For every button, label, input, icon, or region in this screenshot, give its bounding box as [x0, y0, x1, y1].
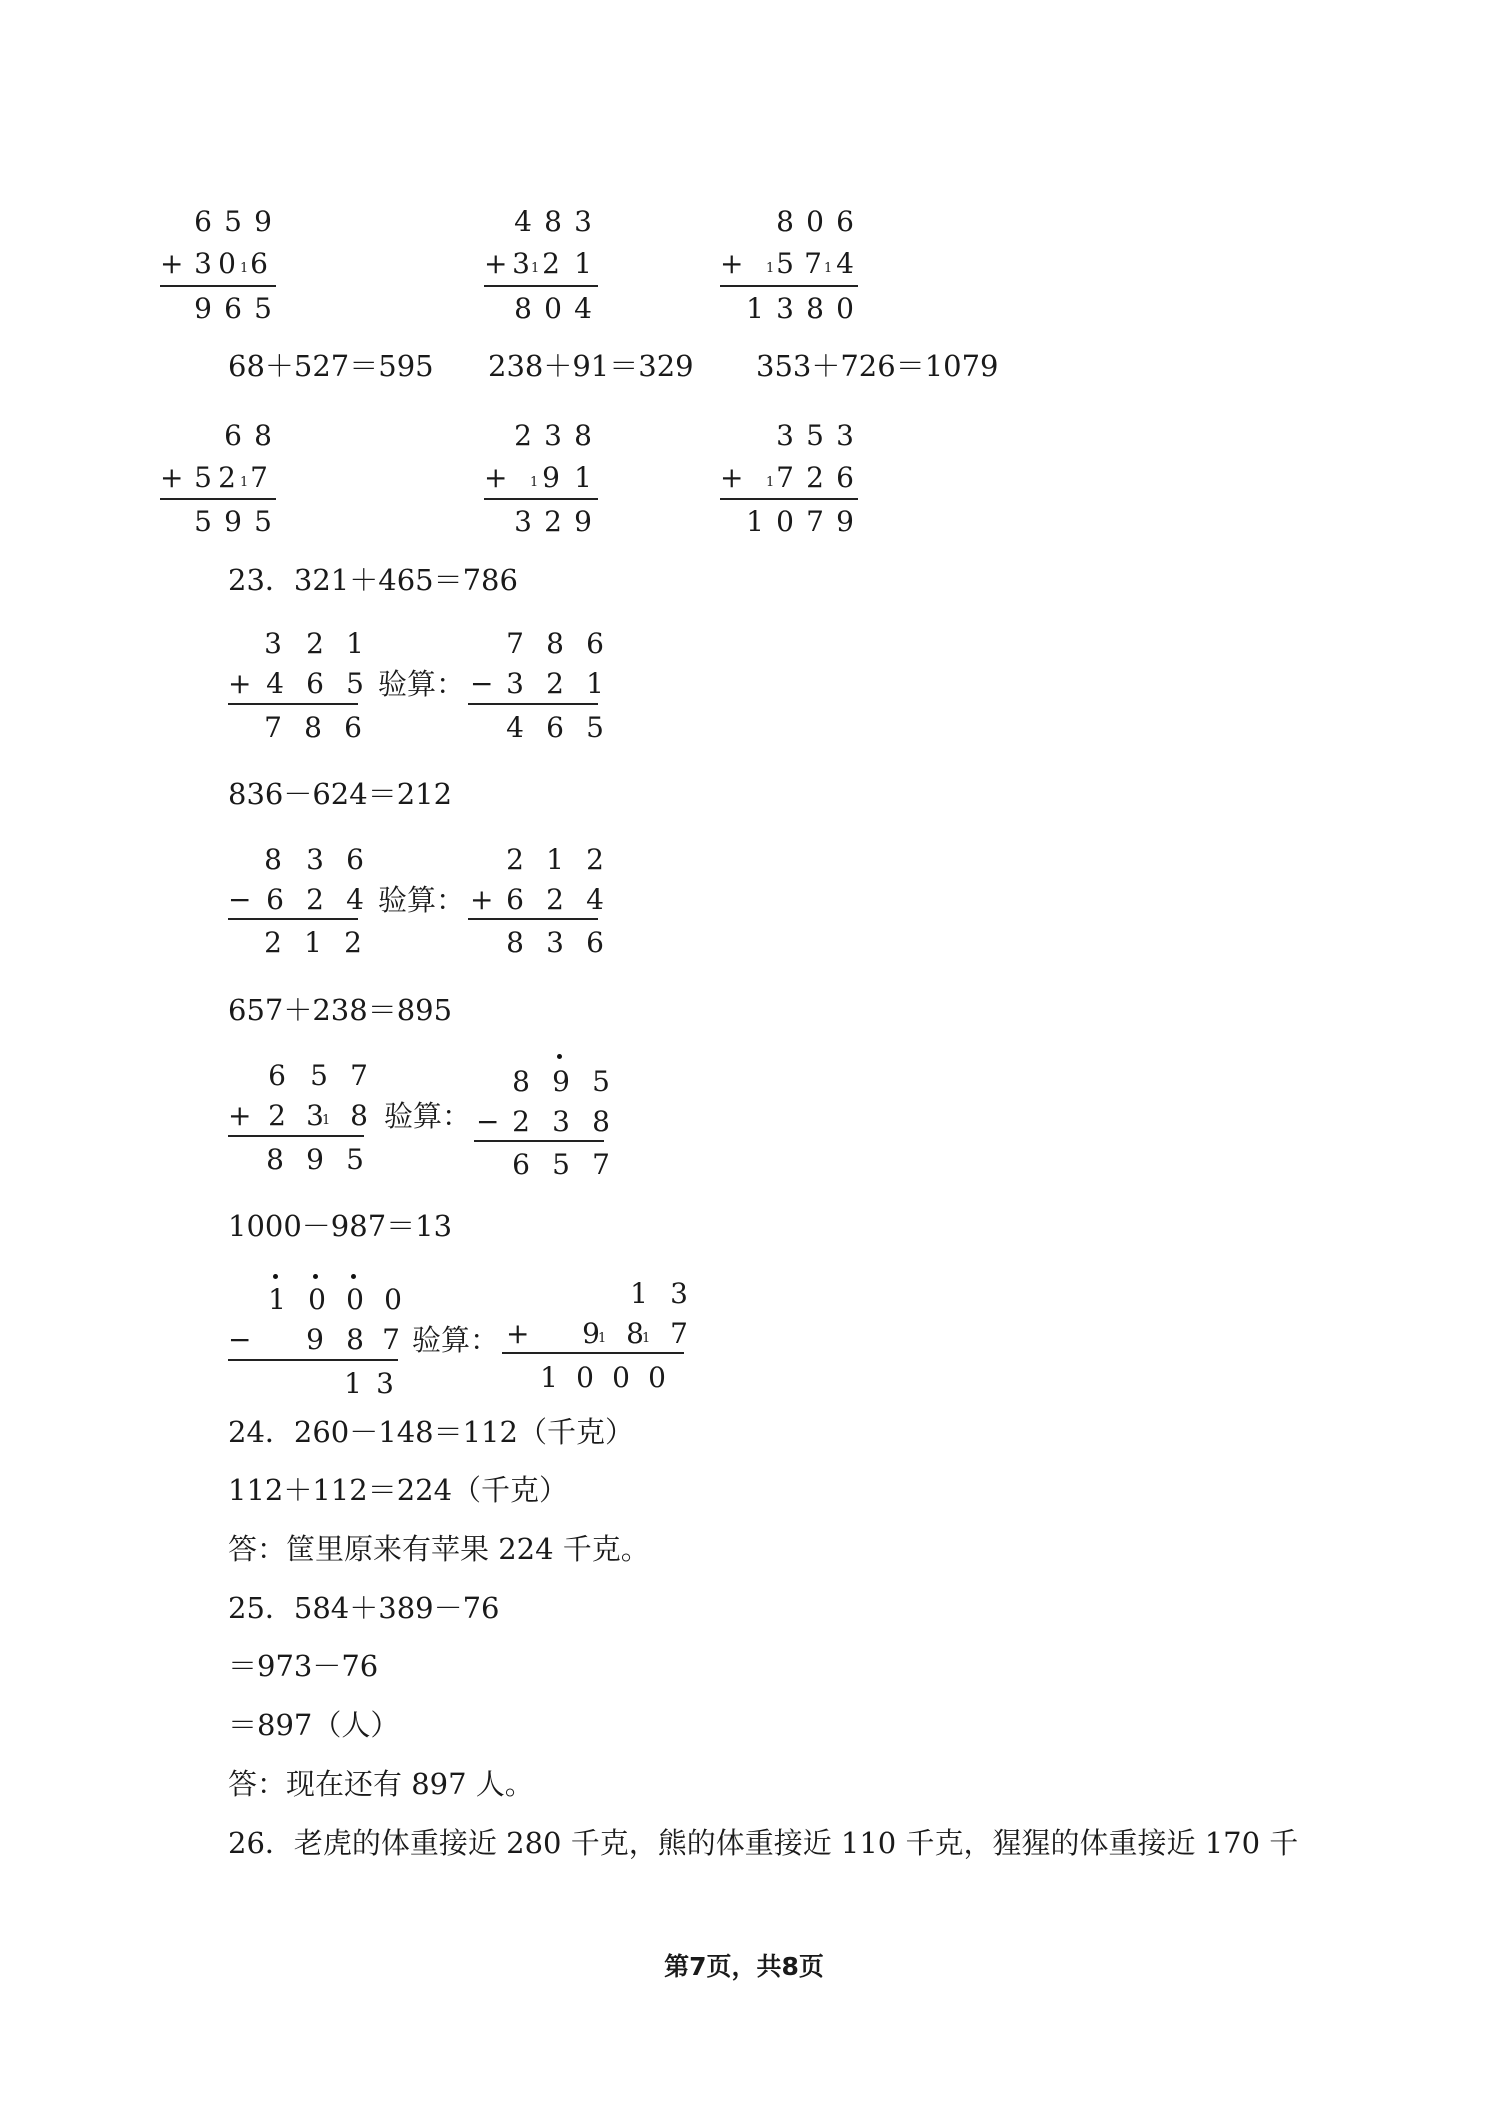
- digit: 3: [376, 1367, 394, 1400]
- plus-sign: +: [484, 247, 508, 280]
- q23-c-title: 657＋238＝895: [228, 993, 453, 1027]
- carry-mark: 1: [240, 475, 249, 490]
- q24-answer: 答：筐里原来有苹果 224 千克。: [228, 1532, 650, 1566]
- digit: 6: [224, 419, 242, 452]
- digit: 7: [806, 505, 824, 538]
- digit: 6: [266, 883, 284, 916]
- digit: 4: [506, 711, 524, 744]
- digit: 7: [382, 1323, 400, 1356]
- digit: 0: [776, 505, 794, 538]
- digit: 2: [544, 505, 562, 538]
- digit: 6: [306, 667, 324, 700]
- digit: 0: [218, 247, 236, 280]
- digit: 1: [346, 627, 364, 660]
- digit: 6: [506, 883, 524, 916]
- check-label: 验算：: [412, 1323, 500, 1357]
- digit: 7: [350, 1059, 368, 1092]
- sum-line: [484, 498, 598, 500]
- digit: 9: [224, 505, 242, 538]
- digit: 0: [648, 1361, 666, 1394]
- digit: 8: [266, 1143, 284, 1176]
- digit: 3: [574, 205, 592, 238]
- digit: 3: [264, 627, 282, 660]
- digit: 3: [306, 843, 324, 876]
- digit: 3: [546, 926, 564, 959]
- digit: 5: [224, 205, 242, 238]
- digit: 2: [546, 883, 564, 916]
- plus-sign: +: [720, 247, 744, 280]
- digit: 8: [514, 292, 532, 325]
- digit: 4: [836, 247, 854, 280]
- digit: 3: [514, 505, 532, 538]
- digit: 9: [836, 505, 854, 538]
- digit: 5: [346, 667, 364, 700]
- digit: 3: [776, 419, 794, 452]
- q24-line1: 24．260－148＝112（千克）: [228, 1415, 634, 1449]
- plus-sign: +: [470, 883, 494, 916]
- carry-mark: 1: [642, 1331, 651, 1346]
- plus-sign: +: [160, 247, 184, 280]
- sum-line: [228, 918, 358, 920]
- sum-line: [720, 285, 858, 287]
- digit: 4: [514, 205, 532, 238]
- digit: 7: [264, 711, 282, 744]
- check-label: 验算：: [378, 667, 466, 701]
- digit: 6: [268, 1059, 286, 1092]
- digit: 3: [836, 419, 854, 452]
- sum-line: [484, 285, 598, 287]
- digit: 5: [592, 1065, 610, 1098]
- digit: 5: [806, 419, 824, 452]
- digit: 4: [586, 883, 604, 916]
- digit: 4: [574, 292, 592, 325]
- digit: 6: [224, 292, 242, 325]
- digit: 8: [626, 1317, 644, 1350]
- digit: 7: [250, 461, 268, 494]
- digit: 7: [804, 247, 822, 280]
- plus-sign: +: [228, 667, 252, 700]
- digit: 8: [346, 1323, 364, 1356]
- plus-sign: +: [160, 461, 184, 494]
- digit: 0: [836, 292, 854, 325]
- digit: 7: [670, 1317, 688, 1350]
- digit: 1: [268, 1283, 286, 1316]
- digit: 8: [350, 1099, 368, 1132]
- carry-mark: 1: [824, 261, 833, 276]
- digit: 2: [542, 247, 560, 280]
- digit: 3: [194, 247, 212, 280]
- digit: 3: [544, 419, 562, 452]
- q25-line2: ＝973－76: [228, 1649, 379, 1683]
- borrow-dot: [313, 1274, 318, 1279]
- digit: 0: [544, 292, 562, 325]
- check-label: 验算：: [378, 883, 466, 917]
- digit: 9: [306, 1323, 324, 1356]
- digit: 0: [806, 205, 824, 238]
- digit: 8: [254, 419, 272, 452]
- sum-line: [228, 703, 358, 705]
- digit: 1: [344, 1367, 362, 1400]
- plus-sign: +: [506, 1317, 530, 1350]
- digit: 8: [544, 205, 562, 238]
- digit: 2: [218, 461, 236, 494]
- carry-mark: 1: [766, 475, 775, 490]
- digit: 6: [344, 711, 362, 744]
- digit: 4: [346, 883, 364, 916]
- digit: 1: [746, 292, 764, 325]
- digit: 6: [836, 461, 854, 494]
- q25-line1: 25．584＋389－76: [228, 1591, 500, 1625]
- minus-sign: −: [476, 1105, 500, 1138]
- sum-line: [474, 1140, 604, 1142]
- q23-title: 23．321＋465＝786: [228, 563, 518, 597]
- sum-line: [160, 285, 276, 287]
- digit: 6: [250, 247, 268, 280]
- carry-mark: 1: [240, 261, 249, 276]
- sum-line: [468, 918, 598, 920]
- minus-sign: −: [470, 667, 494, 700]
- digit: 8: [806, 292, 824, 325]
- digit: 7: [592, 1148, 610, 1181]
- digit: 5: [254, 292, 272, 325]
- digit: 6: [586, 627, 604, 660]
- digit: 2: [268, 1099, 286, 1132]
- q23-b-title: 836－624＝212: [228, 777, 453, 811]
- page-footer: 第7页，共8页: [664, 1952, 824, 1981]
- sum-line: [228, 1359, 398, 1361]
- digit: 9: [306, 1143, 324, 1176]
- digit: 8: [506, 926, 524, 959]
- digit: 8: [546, 627, 564, 660]
- digit: 5: [310, 1059, 328, 1092]
- digit: 6: [586, 926, 604, 959]
- minus-sign: −: [228, 1323, 252, 1356]
- equation-353-726: 353＋726＝1079: [756, 349, 999, 383]
- digit: 9: [552, 1065, 570, 1098]
- digit: 2: [512, 1105, 530, 1138]
- q25-answer: 答：现在还有 897 人。: [228, 1767, 534, 1801]
- carry-mark: 1: [766, 261, 775, 276]
- carry-mark: 1: [322, 1113, 331, 1128]
- digit: 8: [776, 205, 794, 238]
- digit: 9: [542, 461, 560, 494]
- carry-mark: 1: [531, 261, 540, 276]
- digit: 1: [574, 247, 592, 280]
- digit: 6: [194, 205, 212, 238]
- digit: 0: [308, 1283, 326, 1316]
- digit: 5: [254, 505, 272, 538]
- digit: 1: [586, 667, 604, 700]
- digit: 6: [546, 711, 564, 744]
- digit: 1: [746, 505, 764, 538]
- digit: 2: [306, 627, 324, 660]
- digit: 8: [574, 419, 592, 452]
- sum-line: [468, 703, 598, 705]
- digit: 7: [776, 461, 794, 494]
- digit: 7: [506, 627, 524, 660]
- digit: 5: [194, 505, 212, 538]
- digit: 2: [506, 843, 524, 876]
- sum-line: [228, 1135, 364, 1137]
- digit: 3: [776, 292, 794, 325]
- digit: 3: [506, 667, 524, 700]
- digit: 8: [512, 1065, 530, 1098]
- borrow-dot: [273, 1274, 278, 1279]
- sum-line: [160, 498, 276, 500]
- digit: 5: [346, 1143, 364, 1176]
- digit: 0: [346, 1283, 364, 1316]
- digit: 2: [306, 883, 324, 916]
- digit: 9: [254, 205, 272, 238]
- digit: 1: [540, 1361, 558, 1394]
- q23-d-title: 1000－987＝13: [228, 1209, 453, 1243]
- equation-68-527: 68＋527＝595: [228, 349, 434, 383]
- sum-line: [502, 1352, 684, 1354]
- borrow-dot: [557, 1054, 562, 1059]
- digit: 5: [776, 247, 794, 280]
- sum-line: [720, 498, 858, 500]
- digit: 6: [346, 843, 364, 876]
- digit: 2: [546, 667, 564, 700]
- q24-line2: 112＋112＝224（千克）: [228, 1473, 569, 1507]
- equation-238-91: 238＋91＝329: [488, 349, 694, 383]
- digit: 1: [304, 926, 322, 959]
- q25-line3: ＝897（人）: [228, 1708, 400, 1742]
- digit: 4: [266, 667, 284, 700]
- digit: 2: [514, 419, 532, 452]
- minus-sign: −: [228, 883, 252, 916]
- digit: 8: [592, 1105, 610, 1138]
- digit: 5: [194, 461, 212, 494]
- digit: 0: [384, 1283, 402, 1316]
- digit: 8: [304, 711, 322, 744]
- digit: 1: [630, 1277, 648, 1310]
- digit: 9: [194, 292, 212, 325]
- digit: 3: [306, 1099, 324, 1132]
- plus-sign: +: [484, 461, 508, 494]
- q26-line1: 26．老虎的体重接近 280 千克，熊的体重接近 110 千克，猩猩的体重接近 170 千: [228, 1826, 1299, 1860]
- digit: 5: [586, 711, 604, 744]
- plus-sign: +: [228, 1099, 252, 1132]
- digit: 3: [512, 247, 530, 280]
- carry-mark: 1: [530, 475, 539, 490]
- digit: 2: [264, 926, 282, 959]
- digit: 2: [806, 461, 824, 494]
- plus-sign: +: [720, 461, 744, 494]
- digit: 3: [552, 1105, 570, 1138]
- digit: 8: [264, 843, 282, 876]
- digit: 3: [670, 1277, 688, 1310]
- digit: 0: [612, 1361, 630, 1394]
- borrow-dot: [351, 1274, 356, 1279]
- digit: 9: [574, 505, 592, 538]
- digit: 2: [586, 843, 604, 876]
- digit: 9: [582, 1317, 600, 1350]
- digit: 6: [512, 1148, 530, 1181]
- digit: 6: [836, 205, 854, 238]
- carry-mark: 1: [598, 1331, 607, 1346]
- check-label: 验算：: [384, 1099, 472, 1133]
- digit: 2: [344, 926, 362, 959]
- digit: 1: [574, 461, 592, 494]
- digit: 0: [576, 1361, 594, 1394]
- digit: 1: [546, 843, 564, 876]
- digit: 5: [552, 1148, 570, 1181]
